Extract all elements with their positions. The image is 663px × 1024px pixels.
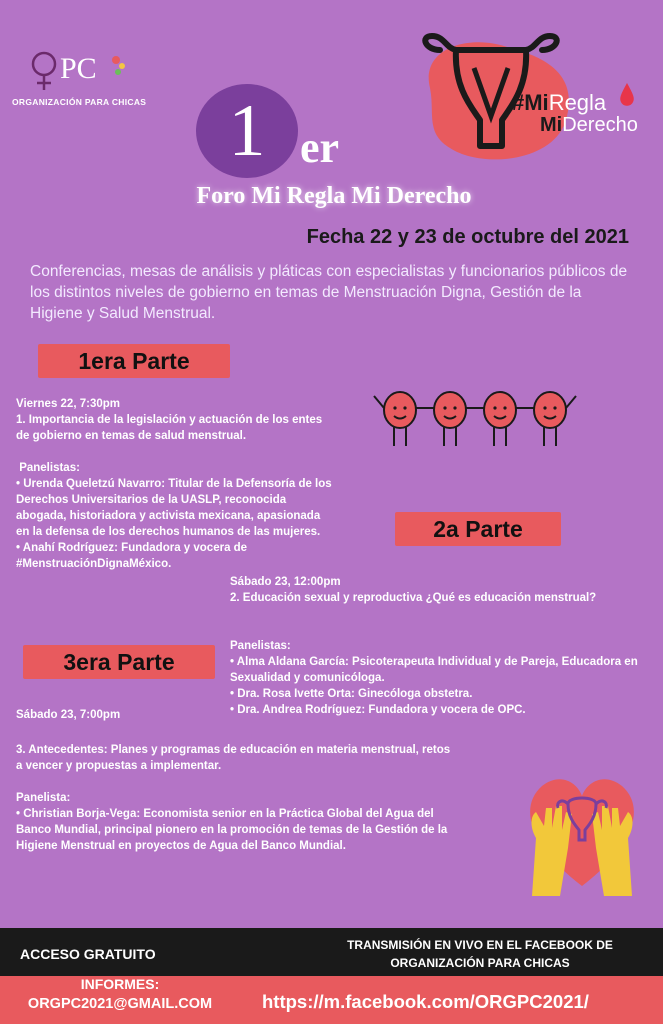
part2-panel-title: Panelistas: xyxy=(230,640,291,652)
part3-block xyxy=(16,742,456,854)
opc-logo xyxy=(30,44,140,94)
logo-subtitle: ORGANIZACIÓN PARA CHICAS xyxy=(12,97,147,107)
part1-panel-title: Panelistas: xyxy=(16,462,80,474)
campaign-logo xyxy=(410,28,660,168)
event-description: Conferencias, mesas de análisis y pláticas con especialistas y funcionarios públicos de los distintos niveles de gobierno en temas de Menstruación Digna, Gestión de la Higiene y Salud Menstrual. xyxy=(30,263,628,322)
svg-text:PC: PC xyxy=(60,52,97,85)
part3-panelist: • Christian Borja-Vega: Economista senior en la Práctica Global del Agua del Banco Mundial, principal pionero en la promoción de temas de la Gestión de la Higiene Menstrual en proyectos de Agua del Banco Mundial. xyxy=(16,808,448,852)
part2-panelist: • Alma Aldana García: Psicoterapeuta Individual y de Pareja, Educadora en Sexualidad y comunicóloga. xyxy=(230,656,638,684)
part1-panelist: • Anahí Rodríguez: Fundadora y vocera de #MenstruaciónDignaMéxico. xyxy=(16,542,248,570)
live-stream-note: TRANSMISIÓN EN VIVO EN EL FACEBOOK DE ORGANIZACIÓN PARA CHICAS xyxy=(347,938,613,970)
event-date: Fecha 22 y 23 de octubre del 2021 xyxy=(306,226,629,248)
part1-date: Viernes 22, 7:30pm xyxy=(16,398,120,410)
edition-suffix: er xyxy=(300,123,340,172)
campaign-line1: #MiRegla xyxy=(512,90,607,115)
part1-label: 1era Parte xyxy=(38,344,230,378)
part1-topic: 1. Importancia de la legislación y actuación de los entes de gobierno en temas de salud menstrual. xyxy=(16,414,323,442)
info-label: INFORMES: xyxy=(80,976,160,992)
part3-panel-title: Panelista: xyxy=(16,792,71,804)
part2-topic: 2. Educación sexual y reproductiva ¿Qué es educación menstrual? xyxy=(230,592,597,604)
part3-topic: 3. Antecedentes: Planes y programas de educación en materia menstrual, retos a vencer y propuestas a implementar. xyxy=(16,744,451,772)
campaign-line2: MiDerecho xyxy=(540,114,638,136)
edition-number: 1 xyxy=(228,90,266,172)
hands-heart-illustration xyxy=(522,768,642,896)
characters-illustration xyxy=(372,378,582,458)
part3-label: 3era Parte xyxy=(23,645,215,679)
part2-block xyxy=(230,574,650,718)
part2-panelist: • Dra. Rosa Ivette Orta: Ginecóloga obstetra. xyxy=(230,688,473,700)
forum-title: Foro Mi Regla Mi Derecho xyxy=(196,183,472,209)
part2-date: Sábado 23, 12:00pm xyxy=(230,576,341,588)
part3-date: Sábado 23, 7:00pm xyxy=(16,709,121,721)
part1-panelist: • Urenda Queletzú Navarro: Titular de la Defensoría de los Derechos Universitarios de la UASLP, reconocida abogada, historiadora y activista mexicana, apasionada en la defensa de los derechos humanos de las mujeres. xyxy=(16,478,332,538)
part1-block xyxy=(16,396,336,572)
part2-label: 2a Parte xyxy=(395,512,561,546)
free-access-label: ACCESO GRATUITO xyxy=(20,946,156,962)
facebook-link[interactable]: https://m.facebook.com/ORGPC2021/ xyxy=(262,991,589,1012)
part2-panelist: • Dra. Andrea Rodríguez: Fundadora y vocera de OPC. xyxy=(230,704,526,716)
contact-email[interactable]: ORGPC2021@GMAIL.COM xyxy=(27,996,213,1012)
